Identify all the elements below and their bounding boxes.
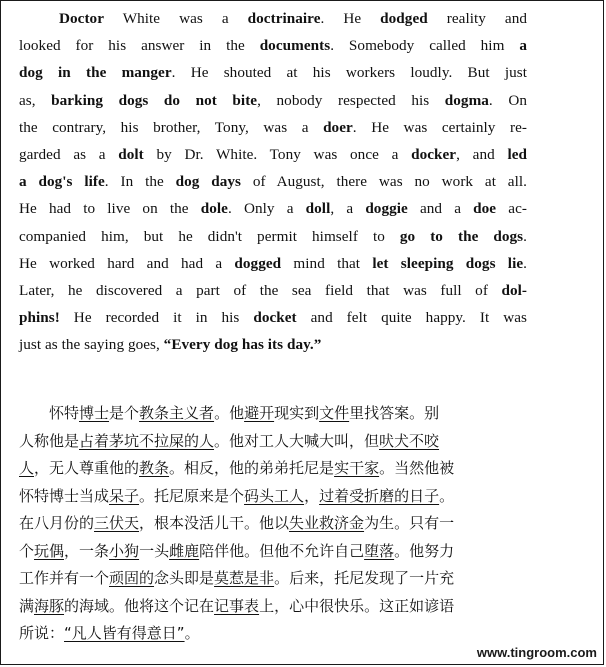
bold-term: documents	[259, 37, 331, 55]
english-line	[19, 114, 527, 141]
english-line	[19, 168, 527, 195]
text-run: the contrary, his brother, Tony, was a	[19, 118, 324, 136]
bold-term: doer	[323, 118, 353, 136]
bold-term: a	[519, 37, 527, 55]
text-run: just as the saying goes,	[19, 336, 164, 354]
text-run: ac-	[496, 200, 527, 218]
text-run: Later, he discovered a part of the sea field that was full of	[19, 281, 502, 299]
text-run: 怀特	[49, 404, 80, 422]
text-run: reality and	[427, 10, 527, 27]
english-passage	[19, 5, 527, 358]
underlined-term: 文件	[319, 404, 350, 422]
bold-term: dole	[200, 200, 228, 218]
underlined-term: 占着茅坑不拉屎的人	[79, 431, 215, 450]
text-run: 念头即是	[154, 569, 215, 587]
text-run: 。他	[214, 404, 245, 422]
text-run: .	[523, 254, 527, 272]
text-run: .	[523, 227, 527, 245]
text-run: 。相反，他的弟弟托尼是	[169, 459, 335, 477]
underlined-term: 三伏天	[94, 514, 140, 532]
text-run: , a	[330, 200, 366, 218]
text-run: 。	[184, 624, 200, 642]
text-run: as,	[19, 91, 52, 109]
text-run: mind that	[281, 254, 373, 272]
underlined-term: 过着受折磨的日子	[319, 486, 440, 505]
english-line	[19, 195, 527, 222]
text-run: ，	[304, 486, 320, 505]
text-run: . In the	[104, 173, 176, 191]
underlined-term: 博士	[79, 404, 110, 422]
chinese-line	[19, 455, 531, 483]
text-run: 为生。只有一	[364, 514, 455, 532]
bold-term: dol-	[501, 281, 527, 299]
text-run: looked for his answer in the	[19, 37, 260, 55]
text-run: 是个	[109, 404, 140, 422]
bold-term: phins!	[19, 309, 60, 327]
watermark: www.tingroom.com	[476, 645, 597, 660]
text-run: garded as a	[19, 145, 119, 163]
underlined-term: 顽固的	[109, 569, 155, 587]
chinese-line	[19, 483, 531, 511]
bold-term: dogma	[444, 91, 489, 109]
bold-term: go to the dogs	[399, 227, 524, 245]
chinese-line	[19, 400, 531, 428]
text-run: 上，心中很快乐。这正如谚语	[259, 596, 455, 615]
text-run: 在八月份的	[19, 514, 95, 532]
underlined-term: 记事表	[214, 596, 260, 615]
bold-term: docker	[411, 145, 457, 163]
text-run: and a	[407, 200, 474, 218]
text-run: 。当然他被	[379, 459, 455, 477]
text-run: 怀特博士当成	[19, 486, 110, 505]
text-run: 现实到	[274, 404, 320, 422]
underlined-term: 吠犬不咬	[379, 431, 440, 450]
underlined-term: “凡人皆有得意日”	[64, 624, 185, 642]
bold-term: dogged	[234, 254, 282, 272]
english-line	[19, 32, 527, 59]
text-run: . He shouted at his workers loudly. But just	[171, 64, 527, 82]
chinese-line	[19, 538, 531, 566]
text-run: . Only a	[227, 200, 306, 218]
english-line	[19, 5, 527, 32]
text-run: ，无人尊重他的	[34, 459, 140, 477]
english-line	[19, 250, 527, 277]
bold-term: doctrinaire	[247, 10, 321, 27]
text-run: 个	[19, 541, 35, 560]
underlined-term: 人	[19, 459, 35, 477]
text-run: ，根本没活儿干。他以	[139, 514, 290, 532]
text-run: 满	[19, 596, 35, 615]
underlined-term: 玩偶	[34, 541, 65, 560]
text-run: 人称他是	[19, 431, 80, 450]
underlined-term: 莫惹是非	[214, 569, 275, 587]
text-run: 工作并有一个	[19, 569, 110, 587]
text-run: . On	[488, 91, 528, 109]
text-run: ，一条	[64, 541, 110, 560]
english-line	[19, 59, 527, 86]
bold-term: “Every dog has its day.”	[163, 336, 322, 354]
underlined-term: 码头工人	[244, 486, 305, 505]
text-run: 陪伴他。但他不允许自己	[199, 541, 365, 560]
bold-term: let sleeping dogs lie	[372, 254, 524, 272]
text-run: companied him, but he didn't permit himself to	[19, 227, 400, 245]
chinese-line	[19, 593, 531, 621]
text-run: by Dr. White. Tony was once a	[143, 145, 412, 163]
text-run: He recorded it in his	[59, 309, 254, 327]
underlined-term: 堕落	[364, 541, 395, 560]
underlined-term: 避开	[244, 404, 275, 422]
text-run: He had to live on the	[19, 200, 201, 218]
english-line	[19, 304, 527, 331]
bold-term: barking dogs do not bite	[51, 91, 258, 109]
english-line	[19, 223, 527, 250]
text-run: 的海域。他将这个记在	[64, 596, 215, 615]
english-line	[19, 331, 527, 358]
bold-term: dodged	[380, 10, 428, 27]
underlined-term: 小狗	[109, 541, 140, 560]
bold-term: doggie	[365, 200, 408, 218]
chinese-line	[19, 565, 531, 593]
text-run: . He was certainly re-	[352, 118, 527, 136]
text-run: 所说：	[19, 624, 65, 642]
text-run: 。他努力	[394, 541, 455, 560]
text-run: 。后来，托尼发现了一片充	[274, 569, 455, 587]
text-run: , nobody respected his	[257, 91, 445, 109]
english-line	[19, 87, 527, 114]
bold-term: dolt	[118, 145, 144, 163]
bold-term: dog days	[175, 173, 241, 191]
english-line	[19, 277, 527, 304]
text-run: He worked hard and had a	[19, 254, 235, 272]
text-run: . Somebody called him	[330, 37, 520, 55]
text-run: of August, there was no work at all.	[241, 173, 527, 191]
underlined-term: 教条主义者	[139, 404, 215, 422]
text-run: 。	[439, 486, 455, 505]
chinese-line	[19, 428, 531, 456]
bold-term: led	[507, 145, 527, 163]
underlined-term: 呆子	[109, 486, 140, 505]
chinese-line	[19, 510, 531, 538]
bold-term: doe	[473, 200, 497, 218]
text-run: 。托尼原来是个	[139, 486, 245, 505]
bold-term: a dog's life	[19, 173, 105, 191]
text-run: White was a	[104, 10, 248, 27]
text-run: . He	[320, 10, 381, 27]
bold-term: doll	[305, 200, 331, 218]
text-run: , and	[456, 145, 508, 163]
underlined-term: 实干家	[334, 459, 380, 477]
english-line	[19, 141, 527, 168]
text-run: 里找答案。别	[349, 404, 440, 422]
underlined-term: 海豚	[34, 596, 65, 615]
chinese-line	[19, 620, 531, 648]
bold-term: dog in the manger	[19, 64, 172, 82]
underlined-term: 教条	[139, 459, 170, 477]
text-run: 一头	[139, 541, 170, 560]
chinese-translation	[19, 400, 531, 648]
bold-term: docket	[253, 309, 297, 327]
text-run: and felt quite happy. It was	[296, 309, 527, 327]
underlined-term: 失业救济金	[289, 514, 365, 532]
underlined-term: 雌鹿	[169, 541, 200, 560]
bold-term: Doctor	[59, 10, 104, 27]
text-run: 。他对工人大喊大叫，但	[214, 431, 380, 450]
